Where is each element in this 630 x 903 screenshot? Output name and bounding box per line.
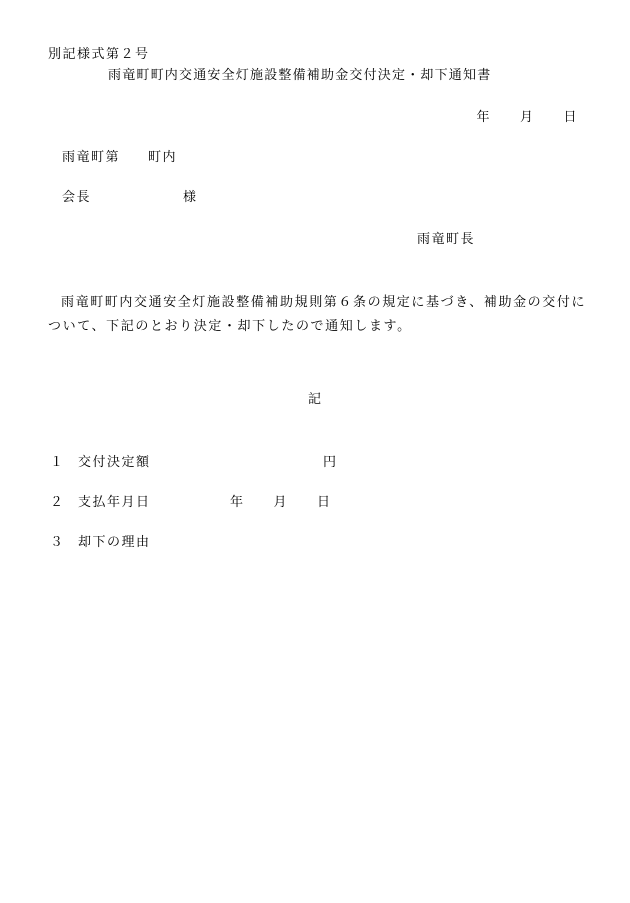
ki-heading: 記 <box>308 392 323 407</box>
item-grant-amount <box>50 455 151 471</box>
honorific: 様 <box>183 190 198 205</box>
document-title: 雨竜町町内交通安全灯施設整備補助金交付決定・却下通知書 <box>108 68 492 83</box>
body-text: 雨竜町町内交通安全灯施設整備補助規則第６条の規定に基づき、補助金の交付について、下記のとおり決定・却下したので通知します。 <box>48 295 587 334</box>
item-label: 交付決定額 <box>78 455 151 470</box>
town-prefix: 雨竜町第 <box>62 150 121 165</box>
payment-date: 年 月 日 <box>230 495 332 510</box>
amount-unit: 円 <box>323 455 338 470</box>
item-number: ２ <box>50 495 65 510</box>
town-suffix: 町内 <box>148 150 178 165</box>
item-number: １ <box>50 455 65 470</box>
issue-date: 年 月 日 <box>476 110 578 125</box>
addressee-chair <box>62 190 198 206</box>
item-label: 支払年月日 <box>78 495 151 510</box>
item-number: ３ <box>50 535 65 550</box>
sender: 雨竜町長 <box>416 232 475 247</box>
item-label: 却下の理由 <box>78 535 151 550</box>
form-number: 別記様式第２号 <box>48 47 150 62</box>
item-payment-date <box>50 495 151 511</box>
chair-label: 会長 <box>62 190 92 205</box>
addressee-town <box>62 150 177 166</box>
item-rejection-reason <box>50 535 151 551</box>
